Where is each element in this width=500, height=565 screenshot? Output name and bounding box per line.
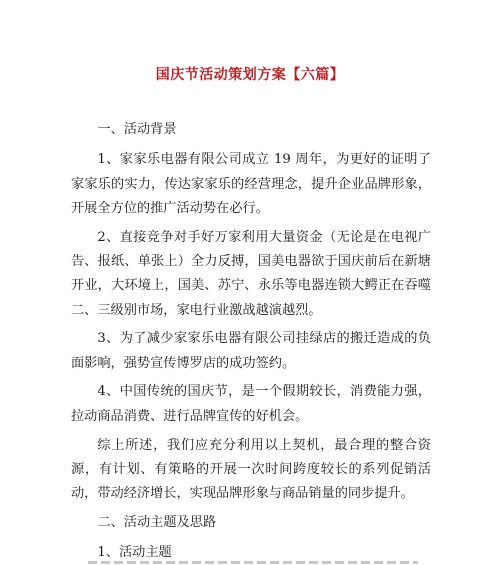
paragraph-anniversary: 1、家家乐电器有限公司成立 19 周年，为更好的证明了家家乐的实力，传达家家乐的经营理念，提升企业品牌形象，开展全方位的推广活动势在必行。 <box>71 152 431 216</box>
document-title: 国庆节活动策划方案【六篇】 <box>155 67 345 83</box>
paragraph-summary: 综上所述，我们应充分利用以上契机，最合理的整合资源，有计划、有策略的开展一次时间跨度较长的系列促销活动，带动经济增长，实现品牌形象与商品销量的同步提升。 <box>71 437 431 502</box>
subheading-activity-theme: 1、活动主题 <box>97 545 172 561</box>
cut-off-text-mark <box>88 561 418 564</box>
cut-off-text-line <box>88 557 418 565</box>
paragraph-national-day: 4、中国传统的国庆节，是一个假期较长，消费能力强，拉动商品消费、进行品牌宣传的好机会。 <box>71 384 431 424</box>
section-heading-background: 一、活动背景 <box>97 122 177 137</box>
document-body <box>71 118 431 565</box>
paragraph-store-relocation: 3、为了减少家家乐电器有限公司挂绿店的搬迁造成的负面影响，强势宣传博罗店的成功签约。 <box>71 331 431 371</box>
paragraph-competition: 2、直接竞争对手好万家利用大量资金（无论是在电视广告、报纸、单张上）全力反搏，国美电器欲于国庆前后在新塘开业，大环境上，国美、苏宁、永乐等电器连锁大鳄正在吞噬二、三级别市场，家电行业激战越演越烈。 <box>71 229 431 318</box>
section-heading-theme: 二、活动主题及思路 <box>97 514 217 530</box>
